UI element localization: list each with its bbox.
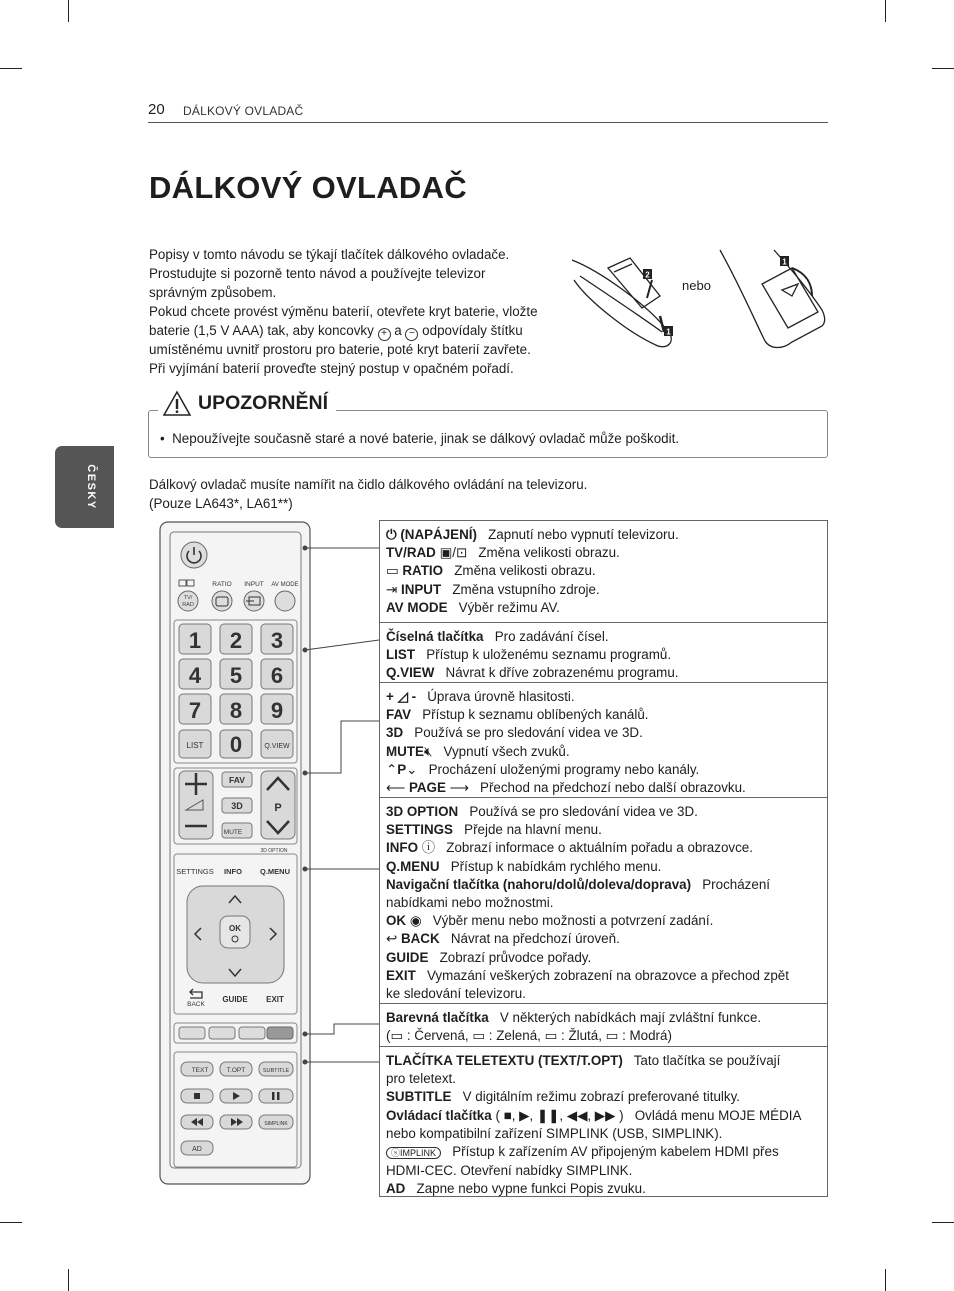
minus-icon: − [405,328,418,341]
settings-label: SETTINGS [176,867,214,876]
description-line [386,839,821,857]
description-line [386,1180,821,1198]
button-description-table [379,520,828,1197]
ratio-icon: ▭ [386,563,399,579]
qmenu-desc-label: Q.MENU [386,858,440,874]
page-left-icon: ⟵ [386,780,406,796]
playback-icons: ( ■, ▶, ❚❚, ◀◀, ▶▶ ) [495,1107,624,1123]
yellow-button[interactable] [239,1027,265,1039]
subtitle-text: V digitálním režimu zobrazí preferované titulky. [462,1089,740,1105]
red-button[interactable] [179,1027,205,1039]
input-desc-label: INPUT [400,581,442,597]
guide-label: GUIDE [222,995,248,1004]
description-line [386,821,821,839]
guide-text: Zobrazí průvodce pořady. [439,949,592,965]
green-button[interactable] [209,1027,235,1039]
nav-text: Procházení [702,876,770,892]
intro-text: odpovídaly štítku [422,322,523,338]
subtitle-button-label: SUBTITLE [262,1068,290,1074]
step-badge-label: 1 [782,257,787,267]
ratio-button[interactable] [212,591,232,611]
back-text: Návrat na předchozí úroveň. [450,931,620,947]
topt-button-label: T.OPT [226,1067,246,1074]
remote-illustration [159,520,381,1188]
fav-button-label: FAV [229,775,245,785]
intro-line: Pokud chcete provést výměnu baterií, otevřete kryt baterie, vložte [149,303,538,319]
description-line [386,912,821,930]
description-cell-power [380,521,827,622]
description-line [386,581,821,599]
3doption-text: Používá se pro sledování videa ve 3D. [469,804,698,819]
tvrad-icon: ▣/⊡ [439,545,468,561]
ratio-label: RATIO [212,581,232,588]
intro-line: správným způsobem. [149,284,277,300]
page-desc-label: PAGE [408,780,446,796]
digit-label: 3 [270,628,284,653]
input-label: INPUT [244,581,264,588]
green-key-icon: ▭ [472,1028,486,1044]
input-text: Změna vstupního zdroje. [452,581,600,597]
crop-mark [932,1222,954,1223]
3doption-desc-label: 3D OPTION [386,804,459,819]
numeric-keypad [179,624,293,724]
qmenu-label: Q.MENU [260,867,290,876]
description-line [386,803,821,821]
battery-figure [570,246,830,358]
p-desc-label: P [397,761,407,777]
list-text: Přístup k uloženému seznamu programů. [426,647,672,663]
leader-lines [303,546,379,1064]
plus-icon: + [378,328,391,341]
description-line [386,1052,821,1070]
intro-line: Při vyjímání baterií proveďte stejný postup v opačném pořadí. [149,360,514,376]
numeric-text: Pro zadávání čísel. [494,629,609,644]
description-line [386,1143,821,1162]
p-text: Procházení uloženými programy nebo kanály. [428,761,700,777]
description-line [386,724,821,742]
description-line: HDMI-CEC. Otevření nabídky SIMPLINK. [386,1163,633,1179]
teletext-desc-label: TLAČÍTKA TELETEXTU (TEXT/T.OPT) [386,1053,623,1068]
tvrad-desc-label: TV/RAD [386,545,436,561]
description-line [386,688,821,706]
stop-icon [194,1093,200,1099]
digit-label: 8 [229,698,243,723]
zero-button-label: 0 [229,732,243,757]
arrow-icon [660,316,664,332]
digit-label: 7 [188,698,202,723]
description-cell-volume [380,682,827,797]
page-title: DÁLKOVÝ OVLADAČ [149,170,467,205]
qview-desc-label: Q.VIEW [386,665,435,681]
digit-label: 1 [188,628,202,653]
color-desc-label: Barevná tlačítka [386,1010,489,1025]
volume-minus-label: - [411,689,417,704]
description-cell-teletext [380,1046,827,1196]
yellow-text: : Žlutá, [561,1028,602,1044]
qmenu-text: Přístup k nabídkám rychlého menu. [450,858,662,874]
page-text: Přechod na předchozí nebo další obrazovku. [480,780,746,796]
avmode-desc-label: AV MODE [386,599,448,615]
intro-text: a [394,322,402,338]
description-line [386,599,821,617]
exit-desc-label: EXIT [386,967,416,983]
simplink-text: Přístup k zařízením AV připojeným kabelem HDMI přes [452,1144,779,1160]
description-line [386,761,821,779]
description-line [386,858,821,876]
description-line: pro teletext. [386,1071,456,1087]
settings-desc-label: SETTINGS [386,822,453,838]
control-text: Ovládá menu MOJE MÉDIA [634,1107,802,1123]
description-line: nebo kompatibilní zařízení SIMPLINK (USB, SIMPLINK). [386,1125,723,1141]
green-text: : Zelená, [488,1028,541,1044]
description-line [386,628,821,646]
blue-key-icon: ▭ [605,1028,619,1044]
fav-desc-label: FAV [386,707,412,723]
intro-line: Popisy v tomto návodu se týkají tlačítek dálkového ovladače. [149,247,510,262]
ok-text: Výběr menu nebo možnosti a potvrzení zadání. [432,913,714,929]
caution-item-text: Nepoužívejte současně staré a nové baterie, jinak se dálkový ovladač může poškodit. [172,431,680,446]
nav-desc-label: Navigační tlačítka (nahoru/dolů/doleva/doprava) [386,876,692,892]
exit-text: Vymazání veškerých zobrazení na obrazovce a přechod zpět [426,967,789,983]
crop-mark [0,68,22,69]
crop-mark [0,1222,22,1223]
crop-mark [885,1269,886,1291]
volume-text: Úprava úrovně hlasitosti. [427,689,575,704]
page-right-icon: ⟶ [449,780,469,796]
power-text: Zapnutí nebo vypnutí televizoru. [488,527,679,542]
avmode-button[interactable] [275,591,295,611]
crop-mark [885,0,886,22]
mute-desc-label: MUTE [386,743,424,759]
description-line [386,743,821,761]
info-text: Zobrazí informace o aktuálním pořadu a obrazovce. [446,840,753,856]
pause-button[interactable] [259,1089,293,1103]
description-line: nabídkami nebo možnostmi. [386,895,554,911]
power-label: (NAPÁJENÍ) [400,527,477,542]
red-text: : Červená, [406,1028,469,1044]
remote-back-illustration-2 [720,250,825,348]
crop-mark [932,68,954,69]
qview-button-label: Q.VIEW [264,743,290,750]
mute-text: Vypnutí všech zvuků. [443,743,570,759]
language-tab-label: ČESKY [85,464,97,510]
description-line [386,1107,821,1125]
subtitle-desc-label: SUBTITLE [386,1089,452,1105]
mute-icon: 🔇︎ [423,743,433,759]
volume-plus-label: + [386,689,394,704]
3d-button-label: 3D [231,801,243,811]
or-label: nebo [682,278,711,293]
running-header: DÁLKOVÝ OVLADAČ [183,104,304,118]
chevron-up-icon: ⌃ [386,761,398,777]
mute-button-label: MUTE [223,829,243,836]
step-badge-label: 2 [645,270,650,280]
ok-button-label: OK [229,924,241,933]
crop-mark [68,0,69,22]
crop-mark [68,1269,69,1291]
description-line [386,1088,821,1106]
note-line: Dálkový ovladač musíte namířit na čidlo dálkového ovládání na televizoru. [149,477,588,492]
description-line [386,1009,821,1027]
digit-label: 5 [229,663,243,688]
intro-text: baterie (1,5 V AAA) tak, aby koncovky [149,322,374,338]
program-label: P [274,802,282,814]
back-label: BACK [187,1001,205,1008]
list-desc-label: LIST [386,647,416,663]
color-text: V některých nabídkách mají zvláštní funkce. [499,1010,762,1025]
digit-label: 9 [270,698,284,723]
info-label: INFO [224,867,242,876]
description-line [386,706,821,724]
3d-desc-label: 3D [386,725,404,741]
description-line [386,930,821,948]
intro-line: umístěnému uvnitř prostoru pro baterie, poté kryt baterií zavřete. [149,341,531,357]
description-line [386,949,821,967]
red-key-icon: ▭ [390,1028,404,1044]
description-line: ke sledování televizoru. [386,986,526,1002]
remote-back-illustration-1 [572,258,671,347]
ratio-text: Změna velikosti obrazu. [454,563,596,579]
ratio-desc-label: RATIO [402,563,444,579]
description-cell-color [380,1003,827,1046]
tvrad-button[interactable] [178,591,198,611]
tvrad-button-label: TV/ [183,595,193,601]
description-line [386,876,821,894]
digit-label: 4 [188,663,202,688]
input-icon: ⇥ [386,581,398,597]
intro-paragraph [149,246,569,378]
note-line: (Pouze LA643*, LA61**) [149,495,293,511]
qview-text: Návrat k dříve zobrazenému programu. [445,665,679,681]
header-rule [148,122,828,123]
list-button-label: LIST [186,741,204,750]
back-icon: ↩ [386,931,398,947]
description-line [386,646,821,664]
avmode-text: Výběr režimu AV. [458,599,560,615]
description-cell-navigation [380,797,827,1003]
3d-text: Používá se pro sledování videa ve 3D. [414,725,643,741]
intro-line [149,322,569,341]
description-line [386,664,821,682]
avmode-label: AV MODE [271,582,299,588]
digit-label: 2 [229,628,243,653]
ad-desc-label: AD [386,1181,406,1197]
info-icon: ⓘ [421,840,436,856]
volume-icon: ◿ [397,689,408,704]
exit-label: EXIT [266,995,284,1004]
guide-desc-label: GUIDE [386,949,429,965]
tvrad-text: Změna velikosti obrazu. [478,545,620,561]
intro-line: Prostudujte si pozorně tento návod a používejte televizor [149,265,486,281]
tvrad-button-label: RAD [182,602,194,608]
fav-text: Přístup k seznamu oblíbených kanálů. [422,707,649,723]
control-desc-label: Ovládací tlačítka [386,1107,492,1123]
caution-title: UPOZORNĚNÍ [198,392,329,414]
page-number: 20 [148,101,165,118]
description-line: ⏻ (NAPÁJENÍ) Zapnutí nebo vypnutí televizoru. [386,527,679,542]
ad-button-label: AD [192,1146,202,1153]
text-button-label: TEXT [191,1067,209,1074]
3d-option-label: 3D OPTION [260,848,288,854]
description-line [386,544,821,562]
numeric-desc-label: Číselná tlačítka [386,629,484,644]
warning-icon [162,390,192,417]
settings-text: Přejde na hlavní menu. [464,822,602,838]
ok-desc-label: OK [386,913,407,929]
blue-text: : Modrá) [622,1028,672,1044]
simplink-icon: ⓢIMPLINK [386,1147,441,1159]
chevron-down-icon: ⌄ [406,761,418,777]
caution-item: • Nepoužívejte současně staré a nové baterie, jinak se dálkový ovladač může poškodit. [160,431,680,446]
digit-label: 6 [270,663,284,688]
teletext-text: Tato tlačítka se používají [633,1053,781,1068]
step-badge-label: 1 [666,327,671,337]
blue-button[interactable] [267,1027,293,1039]
description-line [386,562,821,580]
yellow-key-icon: ▭ [544,1028,558,1044]
caution-header [158,390,336,417]
back-desc-label: BACK [400,931,440,947]
description-line: (▭ : Červená, ▭ : Zelená, ▭ : Žlutá, ▭ : Modrá) [386,1028,672,1044]
description-line [386,779,821,797]
simplink-button-label: SIMPLINK [264,1121,288,1127]
description-line [386,967,821,985]
ok-icon: ◉ [409,913,422,929]
aim-note [149,476,587,514]
info-desc-label: INFO [386,840,418,856]
description-cell-numeric [380,622,827,682]
ad-text: Zapne nebo vypne funkci Popis zvuku. [416,1181,646,1197]
